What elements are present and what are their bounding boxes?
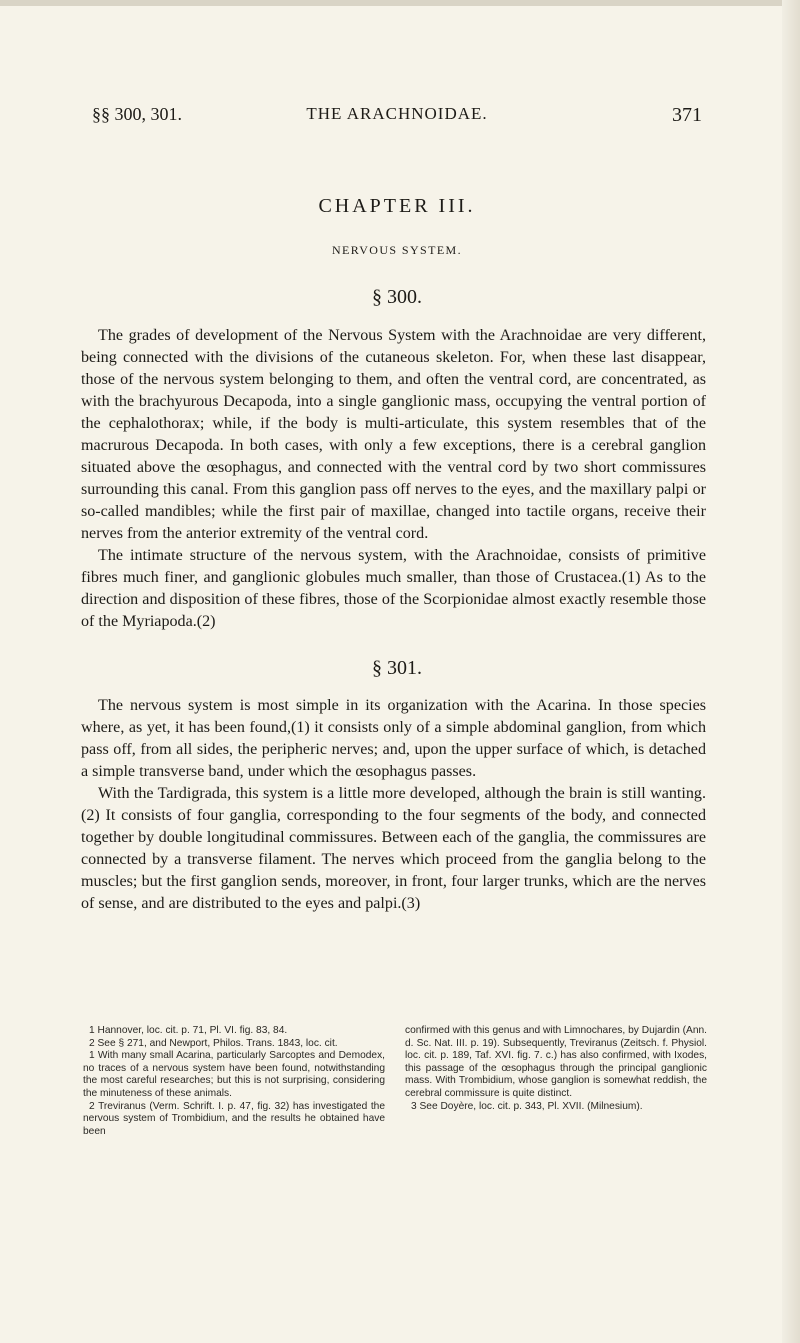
header-sections: §§ 300, 301.: [92, 104, 182, 124]
page-edge: [782, 0, 800, 1343]
footnote: 1 With many small Acarina, particularly Sarcoptes and Demodex, no traces of a nervous system have been found, notwithstanding the most careful researches; but this is not surprising, considering the minuteness of these animals.: [83, 1050, 385, 1099]
section-301-body: [81, 695, 706, 915]
section-300-body: [81, 325, 706, 633]
footnote: 2 Treviranus (Verm. Schrift. I. p. 47, fig. 32) has investigated the nervous system of Trombidium, and the results he obtained have been: [83, 1100, 385, 1137]
footnote: 1 Hannover, loc. cit. p. 71, Pl. VI. fig. 83, 84.: [89, 1025, 288, 1036]
section-300-heading: § 300.: [372, 286, 422, 308]
footnote: 2 See § 271, and Newport, Philos. Trans. 1843, loc. cit.: [89, 1037, 338, 1049]
paragraph: The nervous system is most simple in its organization with the Acarina. In those species where, as yet, it has been found,(1) it consists only of a simple abdominal ganglion, from which pass off, from all sides, the peripheric nerves; and, upon the upper surface of which, is detached a simple transverse band, under which the œsophagus passes.: [81, 697, 706, 780]
section-301-heading: § 301.: [372, 657, 422, 679]
header-running-title: THE ARACHNOIDAE.: [306, 104, 488, 123]
chapter-subtitle: NERVOUS SYSTEM.: [331, 243, 463, 257]
chapter-heading: CHAPTER III.: [318, 195, 476, 217]
top-edge: [0, 0, 800, 6]
paragraph: The grades of development of the Nervous System with the Arachnoidae are very different, being connected with the divisions of the cutaneous skeleton. For, when these last disappear, those of the nervous system belonging to them, and often the ventral cord, are concentrated, as with the brachyurous Decapoda, into a single ganglionic mass, occupying the ventral portion of the cephalothorax; while, if the body is multi-articulate, this system resembles that of the macrurous Decapoda. In both cases, with only a few exceptions, there is a cerebral ganglion situated above the œsophagus, and connected with the ventral cord by two short commissures surrounding this canal. From this ganglion pass off nerves to the eyes, and the maxillary palpi or so-called mandibles; while the first pair of maxillae, changed into tactile organs, receive their nerves from the anterior extremity of the ventral cord.: [81, 327, 706, 542]
footnote: confirmed with this genus and with Limnochares, by Dujardin (Ann. d. Sc. Nat. III. p. 19). Subsequently, Treviranus (Zeitsch. f. Physiol. loc. cit. p. 189, Taf. XVI. fig. 7. c.) has also confirmed, with Ixodes, this passage of the œsophagus through the principal ganglionic mass. With Trombidium, whose ganglion is somewhat reddish, the cerebral commissure is quite distinct.: [405, 1025, 707, 1099]
footnotes-left: [83, 1025, 385, 1138]
running-header: [92, 104, 702, 134]
paragraph: With the Tardigrada, this system is a little more developed, although the brain is still wanting.(2) It consists of four ganglia, corresponding to the four segments of the body, and connected together by double longitudinal commissures. Between each of the ganglia, the commissures are connected by a transverse filament. The nerves which proceed from the ganglia belong to the muscles; but the first ganglion sends, moreover, in front, four larger trunks, which are the nerves of sense, and are distributed to the eyes and palpi.(3): [81, 785, 706, 912]
footnote: 3 See Doyère, loc. cit. p. 343, Pl. XVII. (Milnesium).: [411, 1100, 643, 1112]
footnotes-right: [405, 1025, 707, 1113]
paragraph: The intimate structure of the nervous system, with the Arachnoidae, consists of primitive fibres much finer, and ganglionic globules much smaller, than those of Crustacea.(1) As to the direction and disposition of these fibres, those of the Scorpionidae almost exactly resemble those of the Myriapoda.(2): [81, 547, 706, 630]
page-number: 371: [672, 104, 702, 126]
